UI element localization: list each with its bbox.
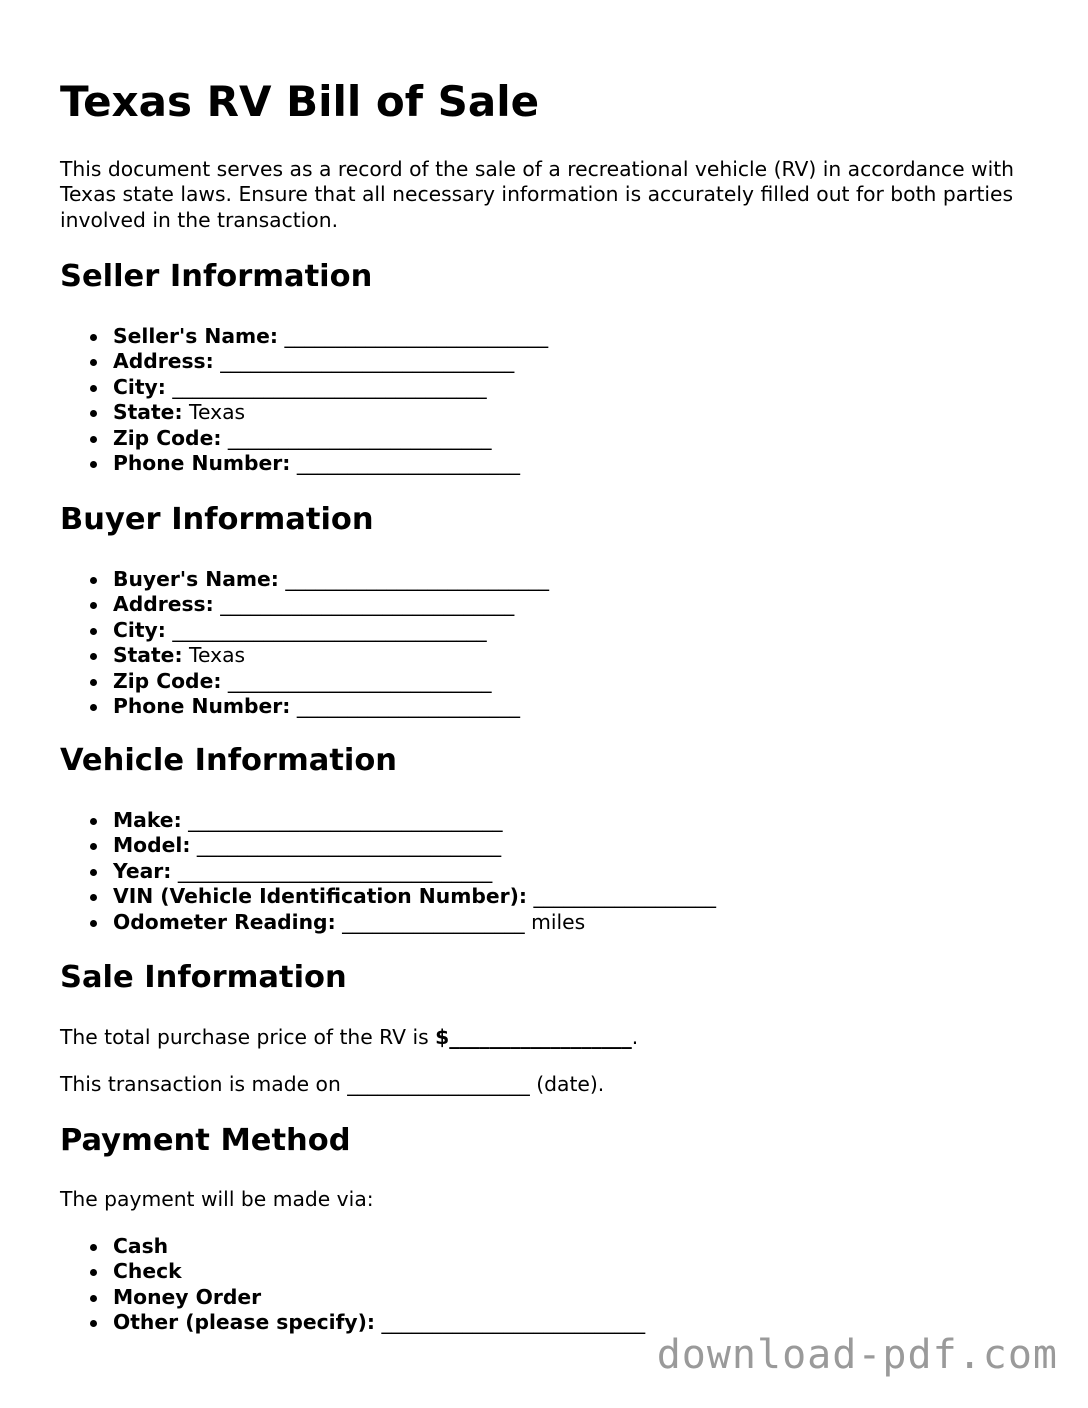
field-value[interactable]: _______________________________: [172, 617, 487, 642]
list-item: [113, 324, 548, 349]
payment-heading: Payment Method: [60, 1123, 351, 1158]
seller-heading: Seller Information: [60, 259, 373, 294]
field-value[interactable]: _______________________________: [172, 374, 487, 399]
list-item: [113, 808, 716, 833]
field-label: City:: [113, 374, 166, 399]
field-label: State:: [113, 643, 183, 668]
list-item: [113, 859, 716, 884]
intro-paragraph: This document serves as a record of the sale of a recreational vehicle (RV) in accordance with Texas state laws. Ensure that all necessary information is accurately filled out for both parties involved in the transaction.: [60, 157, 1015, 232]
list-item: [113, 643, 549, 668]
field-value[interactable]: _______________________________: [177, 858, 493, 883]
field-value[interactable]: __________________________: [285, 567, 549, 591]
field-label: City:: [113, 617, 166, 642]
field-label: State:: [113, 400, 183, 425]
field-value[interactable]: __________________________: [381, 1310, 646, 1335]
field-value[interactable]: _____________________________: [220, 349, 515, 374]
list-item: [113, 694, 549, 719]
field-label: Buyer's Name:: [113, 567, 279, 591]
list-item: [113, 375, 548, 400]
field-value: Texas: [189, 643, 246, 668]
field-label: Zip Code:: [113, 668, 222, 693]
list-item: [113, 592, 549, 617]
payment-option[interactable]: Money Order: [113, 1284, 262, 1309]
field-value[interactable]: ______________________: [296, 451, 520, 476]
field-value[interactable]: _______________________________: [188, 808, 503, 832]
field-label: Address:: [113, 349, 214, 374]
field-value[interactable]: __________________: [533, 884, 716, 909]
field-label: Model:: [113, 833, 191, 858]
payment-intro: The payment will be made via:: [60, 1187, 374, 1211]
price-prefix: The total purchase price of the RV is: [60, 1025, 436, 1049]
payment-option[interactable]: Check: [113, 1259, 182, 1284]
list-item: [113, 451, 548, 476]
field-value[interactable]: _____________________________: [220, 592, 515, 617]
field-value: Texas: [189, 400, 246, 425]
field-label: Year:: [113, 858, 172, 883]
field-label: Phone Number:: [113, 694, 291, 719]
list-item: [113, 349, 548, 374]
payment-option[interactable]: Cash: [113, 1234, 169, 1258]
payment-list: [60, 1234, 645, 1336]
list-item: [113, 618, 549, 643]
list-item: [113, 567, 549, 592]
sale-heading: Sale Information: [60, 960, 347, 995]
field-label: VIN (Vehicle Identification Number):: [113, 884, 527, 909]
list-item: [113, 1285, 645, 1310]
field-label: Odometer Reading:: [113, 909, 336, 934]
list-item: [113, 669, 549, 694]
document-title: Texas RV Bill of Sale: [60, 77, 540, 126]
field-label: Make:: [113, 808, 182, 832]
vehicle-heading: Vehicle Information: [60, 743, 398, 778]
field-value[interactable]: ______________________________: [196, 833, 502, 858]
price-sentence: [60, 1025, 638, 1050]
list-item: [113, 400, 548, 425]
list-item: [113, 1259, 645, 1284]
list-item: [113, 1310, 645, 1335]
list-item: [113, 884, 716, 909]
payment-option[interactable]: Other (please specify):: [113, 1310, 376, 1335]
field-label: Phone Number:: [113, 451, 291, 476]
list-item: [113, 1234, 645, 1259]
buyer-list: [60, 567, 549, 719]
buyer-heading: Buyer Information: [60, 502, 374, 537]
seller-list: [60, 324, 548, 476]
field-label: Seller's Name:: [113, 324, 279, 348]
watermark-text: download-pdf.com: [656, 1332, 1058, 1378]
field-value[interactable]: __________________________: [227, 668, 492, 693]
field-label: Address:: [113, 592, 214, 617]
price-value[interactable]: $__________________: [435, 1025, 632, 1049]
field-value[interactable]: ______________________: [296, 694, 520, 719]
field-value[interactable]: __________________________: [284, 324, 549, 348]
price-suffix: .: [631, 1025, 639, 1049]
vehicle-list: [60, 808, 716, 935]
list-item: [113, 426, 548, 451]
list-item: [113, 910, 716, 935]
field-value[interactable]: __________________ miles: [342, 909, 586, 934]
field-value[interactable]: __________________________: [227, 425, 492, 450]
date-sentence[interactable]: This transaction is made on __________________ (date).: [60, 1072, 605, 1096]
list-item: [113, 833, 716, 858]
field-label: Zip Code:: [113, 425, 222, 450]
